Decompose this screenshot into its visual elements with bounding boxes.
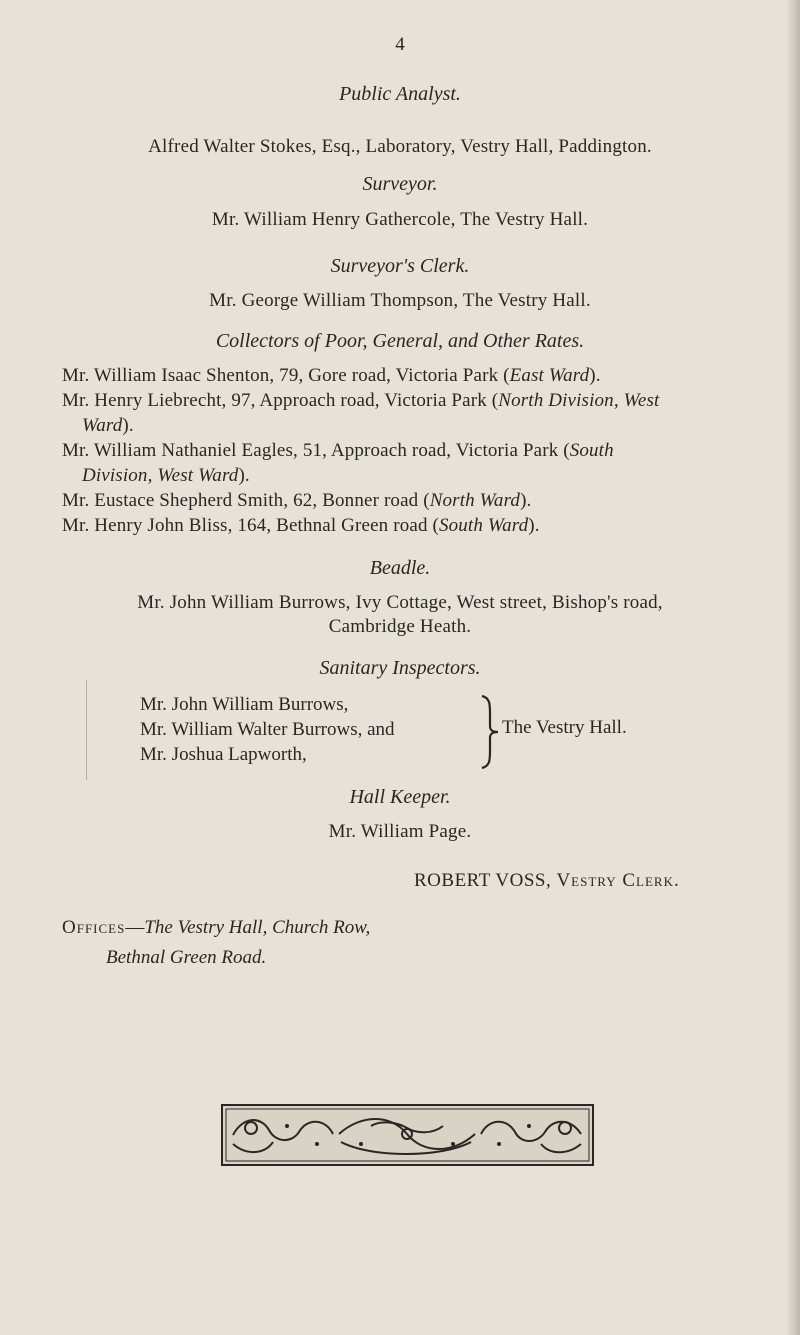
inspector-name: Mr. John William Burrows,	[140, 694, 349, 715]
collector-entry	[62, 488, 782, 513]
heading-surveyors-clerk: Surveyor's Clerk.	[330, 255, 470, 277]
collector-entry	[62, 438, 782, 488]
collector-close: ).	[528, 515, 540, 536]
offices-address	[62, 913, 370, 973]
collector-text: Mr. Henry John Bliss, 164, Bethnal Green road (	[62, 515, 439, 536]
inspectors-location: The Vestry Hall.	[502, 717, 627, 738]
right-brace-icon	[478, 694, 500, 770]
inspector-name: Mr. Joshua Lapworth,	[140, 744, 307, 765]
surveyor-text: Mr. William Henry Gathercole, The Vestry Hall.	[211, 209, 589, 230]
collector-area: North Ward	[429, 490, 521, 511]
collector-close: ).	[122, 415, 134, 436]
collector-text: Mr. Eustace Shepherd Smith, 62, Bonner road (	[62, 490, 430, 511]
hall-keeper-text: Mr. William Page.	[328, 821, 472, 842]
decorative-tailpiece-icon	[221, 1104, 594, 1166]
offices-line-1: The Vestry Hall, Church Row,	[144, 917, 371, 938]
margin-pencil-line	[86, 680, 87, 780]
heading-collectors: Collectors of Poor, General, and Other Rates.	[215, 330, 585, 352]
inspector-name: Mr. William Walter Burrows, and	[140, 719, 395, 740]
heading-surveyor: Surveyor.	[362, 173, 438, 195]
collector-close: ).	[589, 365, 601, 386]
collector-area: East Ward	[509, 365, 590, 386]
collector-area: North Division, West	[498, 390, 660, 411]
signature-name: ROBERT VOSS,	[414, 870, 552, 891]
heading-sanitary-inspectors: Sanitary Inspectors.	[319, 657, 481, 679]
collector-area-cont: Division, West Ward	[82, 465, 239, 486]
collector-text: Mr. William Isaac Shenton, 79, Gore road, Victoria Park (	[62, 365, 510, 386]
public-analyst-text: Alfred Walter Stokes, Esq., Laboratory, Vestry Hall, Paddington.	[148, 136, 652, 157]
collector-area-cont: Ward	[82, 415, 123, 436]
heading-public-analyst: Public Analyst.	[339, 83, 461, 105]
beadle-line-2: Cambridge Heath.	[328, 616, 472, 637]
surveyors-clerk-text: Mr. George William Thompson, The Vestry Hall.	[209, 290, 591, 311]
collector-area: South	[569, 440, 614, 461]
collector-entry	[62, 388, 782, 438]
page-number: 4	[395, 34, 405, 55]
heading-beadle: Beadle.	[369, 557, 431, 579]
collector-close: ).	[520, 490, 532, 511]
collector-close: ).	[238, 465, 250, 486]
collector-entry	[62, 513, 782, 538]
offices-dash: —	[125, 917, 145, 938]
collector-entry	[62, 363, 782, 388]
signature-title: Vestry Clerk.	[556, 870, 680, 891]
offices-label: Offices	[62, 917, 126, 938]
inspector-list	[140, 692, 395, 767]
collector-area: South Ward	[438, 515, 529, 536]
offices-line-2: Bethnal Green Road.	[106, 947, 267, 968]
collector-text: Mr. William Nathaniel Eagles, 51, Approach road, Victoria Park (	[62, 440, 570, 461]
signature	[414, 870, 680, 892]
collector-text: Mr. Henry Liebrecht, 97, Approach road, Victoria Park (	[62, 390, 499, 411]
beadle-line-1: Mr. John William Burrows, Ivy Cottage, West street, Bishop's road,	[137, 592, 663, 613]
heading-hall-keeper: Hall Keeper.	[349, 786, 451, 808]
